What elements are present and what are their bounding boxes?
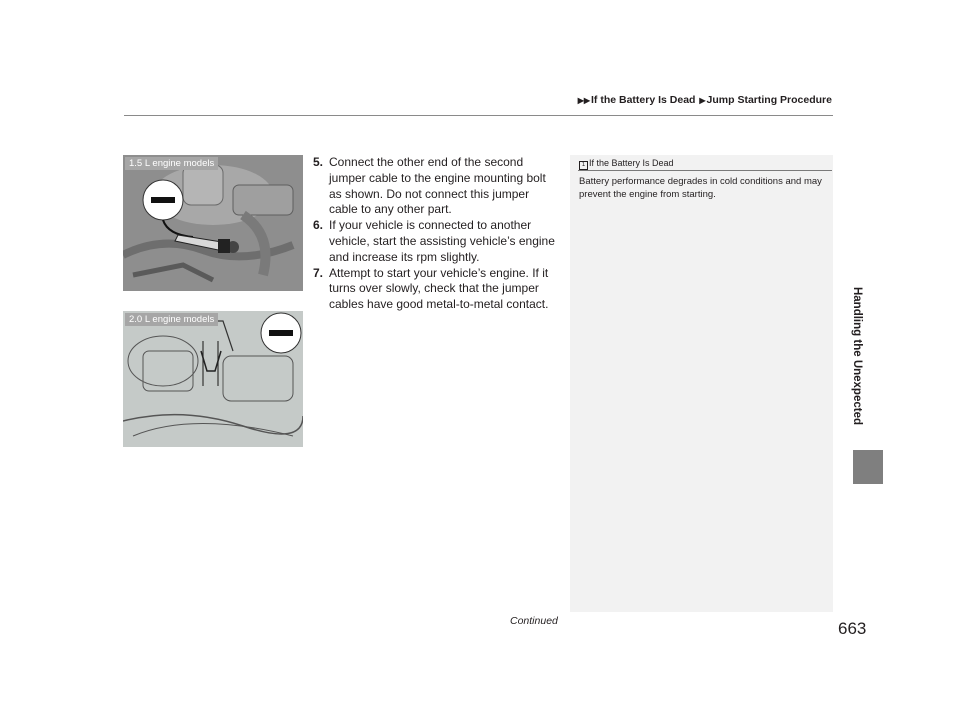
arrow-right-icon: ▶ — [699, 96, 706, 105]
procedure-steps — [313, 155, 561, 313]
step-number: 5. — [313, 155, 324, 169]
figure-label: 2.0 L engine models — [125, 313, 218, 326]
step-6 — [313, 218, 561, 265]
engine-bay-illustration — [123, 155, 303, 291]
figure-label: 1.5 L engine models — [125, 157, 218, 170]
breadcrumb-subsection: Jump Starting Procedure — [706, 94, 832, 106]
continued-label: Continued — [510, 615, 558, 627]
sidebar-body: Battery performance degrades in cold conditions and may prevent the engine from starting. — [579, 176, 822, 200]
engine-bay-illustration — [123, 311, 303, 447]
sidebar-title-text: If the Battery Is Dead — [589, 158, 674, 168]
reference-icon: 1 — [579, 161, 588, 170]
sidebar-title — [579, 158, 674, 170]
arrow-right-icon: ▶▶ — [577, 96, 591, 105]
breadcrumb — [0, 94, 832, 106]
breadcrumb-section: If the Battery Is Dead — [591, 94, 696, 106]
engine-figure-2-0l — [123, 311, 303, 447]
step-7 — [313, 266, 561, 313]
step-5 — [313, 155, 561, 218]
sidebar-divider — [578, 170, 832, 171]
step-number: 6. — [313, 218, 324, 233]
step-number: 7. — [313, 265, 324, 280]
chapter-side-tab — [849, 256, 865, 456]
engine-figure-1-5l — [123, 155, 303, 291]
chapter-label: Handling the Unexpected — [851, 286, 863, 426]
step-text: Connect the other end of the second jumper cable to the engine mounting bolt as shown. Do not connect this jumper cable to any other part. — [329, 155, 546, 217]
step-text: Attempt to start your vehicle’s engine. If it turns over slowly, check that the jumper cables have good metal-to-metal contact. — [329, 265, 549, 312]
chapter-tab-marker — [853, 450, 883, 484]
header-divider — [124, 115, 833, 116]
page-number: 663 — [838, 619, 867, 638]
note-sidebar — [570, 155, 833, 612]
step-text: If your vehicle is connected to another vehicle, start the assisting vehicle’s engine and increase its rpm slightly. — [329, 218, 555, 264]
